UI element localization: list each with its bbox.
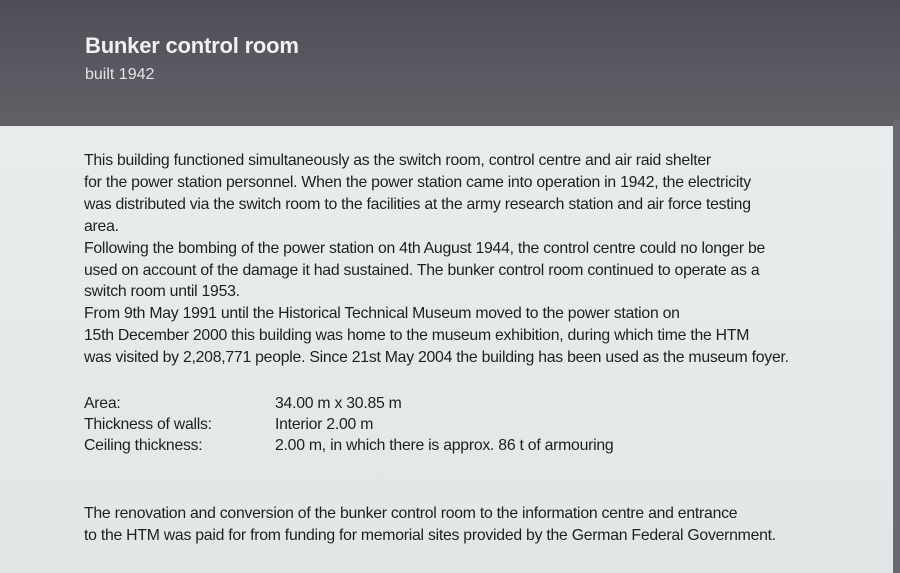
- body-line: used on account of the damage it had sustained. The bunker control room continued to operate as a: [84, 261, 760, 279]
- body-line: Following the bombing of the power station on 4th August 1944, the control centre could no longer be: [84, 239, 766, 257]
- footer-line: The renovation and conversion of the bunker control room to the information centre and entrance: [84, 505, 738, 522]
- sign-subtitle: built 1942: [85, 66, 155, 83]
- sign-footer: [84, 503, 776, 546]
- body-line: switch room until 1953.: [84, 283, 240, 301]
- spec-label: Area:: [84, 395, 121, 412]
- body-line: area.: [84, 217, 119, 235]
- spec-label: Thickness of walls:: [84, 416, 212, 433]
- sign-edge: [893, 120, 900, 573]
- spec-value: 34.00 m x 30.85 m: [275, 395, 402, 412]
- body-line: was visited by 2,208,771 people. Since 21st May 2004 the building has been used as the museum foyer.: [84, 349, 789, 367]
- body-line: for the power station personnel. When the power station came into operation in 1942, the electricity: [84, 173, 751, 191]
- spec-value: Interior 2.00 m: [275, 416, 374, 433]
- sign-title: Bunker control room: [85, 33, 299, 58]
- body-line: From 9th May 1991 until the Historical Technical Museum moved to the power station on: [84, 305, 680, 323]
- body-line: 15th December 2000 this building was home to the museum exhibition, during which time the HTM: [84, 327, 750, 345]
- sign-header: [0, 0, 900, 126]
- footer-line: to the HTM was paid for from funding for memorial sites provided by the German Federal Government.: [84, 526, 776, 544]
- spec-label: Ceiling thickness:: [84, 437, 203, 454]
- body-line: was distributed via the switch room to the facilities at the army research station and air force testing: [84, 195, 751, 213]
- body-line: This building functioned simultaneously as the switch room, control centre and air raid shelter: [84, 152, 711, 169]
- sign-body: [84, 150, 864, 369]
- spec-value: 2.00 m, in which there is approx. 86 t of armouring: [275, 437, 614, 454]
